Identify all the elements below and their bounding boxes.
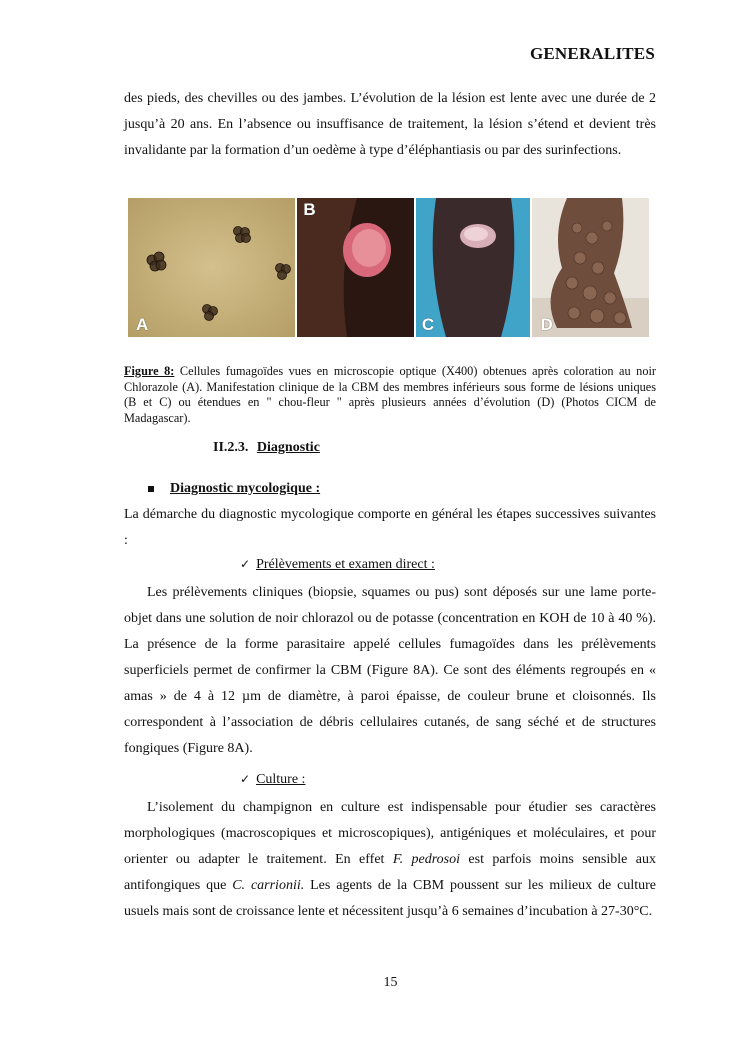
panel-letter-c: C <box>421 315 435 334</box>
culture-paragraph <box>124 795 656 925</box>
figure-caption-text: Cellules fumagoïdes vues en microscopie optique (X400) obtenues après coloration au noir Chlorazole (A). Manifestation clinique de la CBM des membres inférieurs sous forme de lésions uniques (B et C) ou étendues en " chou-fleur " après plusieurs années d’évolution (D) (Photos CICM de Madagascar). <box>124 364 656 425</box>
panel-letter-b: B <box>303 200 316 219</box>
page-header-title: GENERALITES <box>529 44 655 63</box>
check-mark-icon: ✓ <box>240 772 251 786</box>
section-number: II.2.3. <box>213 440 249 455</box>
section-title: Diagnostic <box>256 440 320 455</box>
figure-caption-label: Figure 8: <box>124 364 175 378</box>
subheading-label: Culture : <box>256 772 306 787</box>
culture-text-part: Les agents de la CBM poussent sur les milieux de culture usuels mais sont de croissance lente et nécessitent jusqu’à 6 semaines d’incubation à 27-30°C. <box>124 878 656 919</box>
figure-panel-d <box>532 198 649 337</box>
subheading-culture <box>240 772 305 788</box>
subheading-prelevements <box>240 557 435 573</box>
mycologic-intro-paragraph: La démarche du diagnostic mycologique comporte en général les étapes successives suivantes : <box>124 507 656 548</box>
check-mark-icon: ✓ <box>240 557 251 571</box>
page-number: 15 <box>383 975 398 990</box>
panel-letter-d: D <box>540 315 553 334</box>
section-heading-diagnostic <box>213 440 320 456</box>
subheading-label: Diagnostic mycologique : <box>170 481 321 496</box>
microscopy-image <box>128 198 295 337</box>
culture-text-part: est parfois moins sensible aux antifongiques que <box>124 852 656 893</box>
subheading-diagnostic-mycologique <box>148 481 320 497</box>
square-bullet-icon <box>148 486 154 492</box>
figure-8-images <box>128 198 649 337</box>
subheading-label: Prélèvements et examen direct : <box>256 557 435 572</box>
figure-8-caption <box>124 364 656 426</box>
prelevements-paragraph: Les prélèvements cliniques (biopsie, squames ou pus) sont déposés sur une lame porte-objet dans une solution de noir chlorazol ou de potasse (concentration en KOH de 10 à 40 %). La présence de la forme parasitaire appelé cellules fumagoïdes dans les prélèvements superficiels permet de confirmer la CBM (Figure 8A). Ce sont des éléments regroupés en « amas » de 4 à 12 µm de diamètre, à paroi épaisse, de couleur brune et cloisonnés. Ils correspondent à l’association de débris cellulaires cutanés, de sang séché et de structures fongiques (Figure 8A). <box>124 585 656 756</box>
figure-panel-a <box>128 198 295 337</box>
species-name: F. pedrosoi <box>392 852 460 867</box>
intro-paragraph: des pieds, des chevilles ou des jambes. L’évolution de la lésion est lente avec une durée de 2 jusqu’à 20 ans. En l’absence ou insuffisance de traitement, la lésion s’étend et devient très invalidante par la formation d’un oedème à type d’éléphantiasis ou par des surinfections. <box>124 91 656 158</box>
figure-panel-b <box>297 198 414 337</box>
figure-panel-c <box>416 198 531 337</box>
species-name: C. carrionii. <box>232 878 305 893</box>
panel-letter-a: A <box>136 315 149 334</box>
culture-text-part: L’isolement du champignon en culture est indispensable pour étudier ses caractères morphologiques (macroscopiques et microscopiques), antigéniques et moléculaires, et pour orienter ou adapter le traitement. En effet <box>124 800 656 867</box>
